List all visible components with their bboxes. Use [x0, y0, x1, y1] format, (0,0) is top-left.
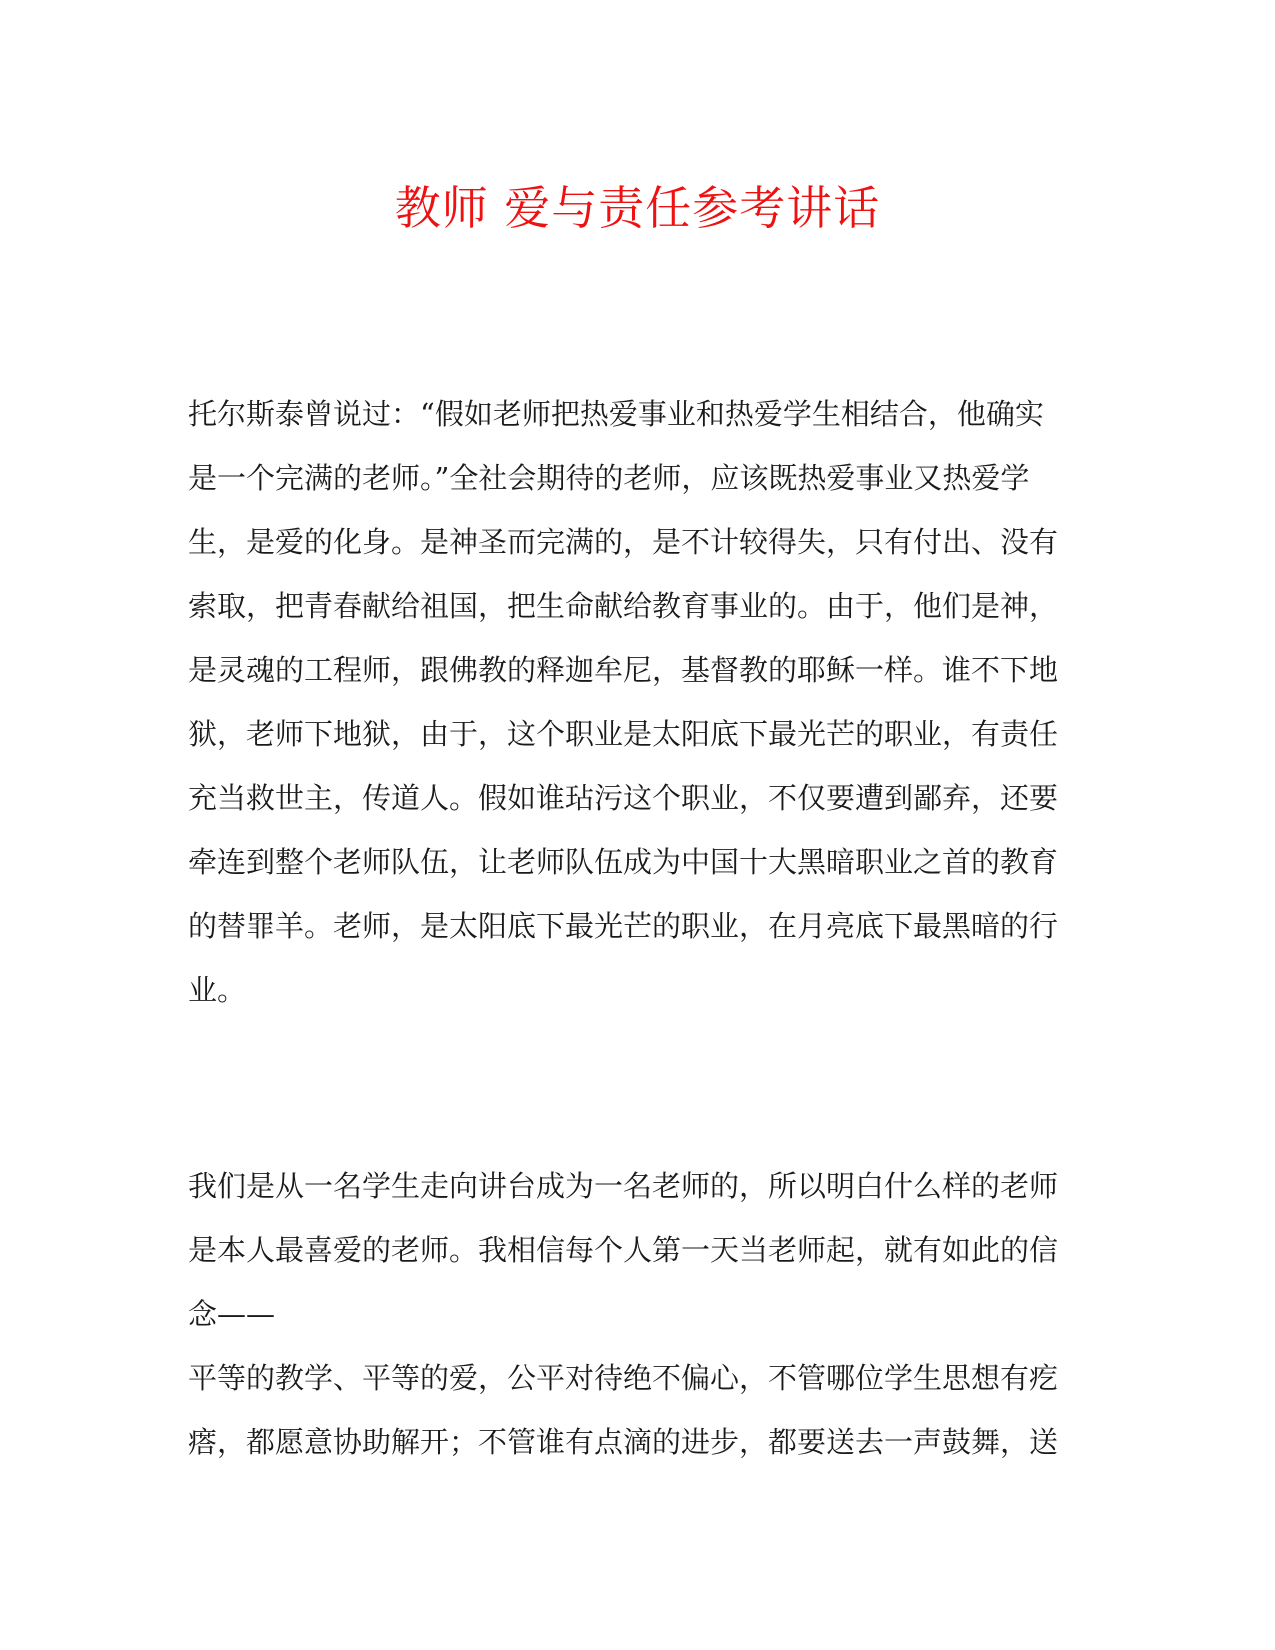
text-line: 生，是爱的化身。是神圣而完满的，是不计较得失，只有付出、没有	[188, 525, 1059, 559]
text-line: 我们是从一名学生走向讲台成为一名老师的，所以明白什么样的老师	[188, 1169, 1059, 1203]
text-line: 是一个完满的老师。”全社会期待的老师，应该既热爱事业又热爱学	[188, 461, 1030, 495]
text-line: 业。	[188, 973, 247, 1007]
text-line: 瘩，都愿意协助解开；不管谁有点滴的进步，都要送去一声鼓舞，送	[188, 1425, 1059, 1459]
text-line: 是灵魂的工程师，跟佛教的释迦牟尼，基督教的耶稣一样。谁不下地	[188, 653, 1059, 687]
text-line: 充当救世主，传道人。假如谁玷污这个职业，不仅要遭到鄙弃，还要	[188, 781, 1059, 815]
text-line: 平等的教学、平等的爱，公平对待绝不偏心，不管哪位学生思想有疙	[188, 1361, 1059, 1395]
text-line: 狱，老师下地狱，由于，这个职业是太阳底下最光芒的职业，有责任	[188, 717, 1059, 751]
text-line: 牵连到整个老师队伍，让老师队伍成为中国十大黑暗职业之首的教育	[188, 845, 1059, 879]
text-line: 念——	[188, 1297, 276, 1331]
text-line: 的替罪羊。老师，是太阳底下最光芒的职业，在月亮底下最黑暗的行	[188, 909, 1059, 943]
text-line: 托尔斯泰曾说过：“假如老师把热爱事业和热爱学生相结合，他确实	[188, 397, 1044, 431]
text-line: 索取，把青春献给祖国，把生命献给教育事业的。由于，他们是神，	[188, 589, 1059, 623]
document-title: 教师 爱与责任参考讲话	[394, 181, 881, 235]
text-line: 是本人最喜爱的老师。我相信每个人第一天当老师起，就有如此的信	[188, 1233, 1059, 1267]
